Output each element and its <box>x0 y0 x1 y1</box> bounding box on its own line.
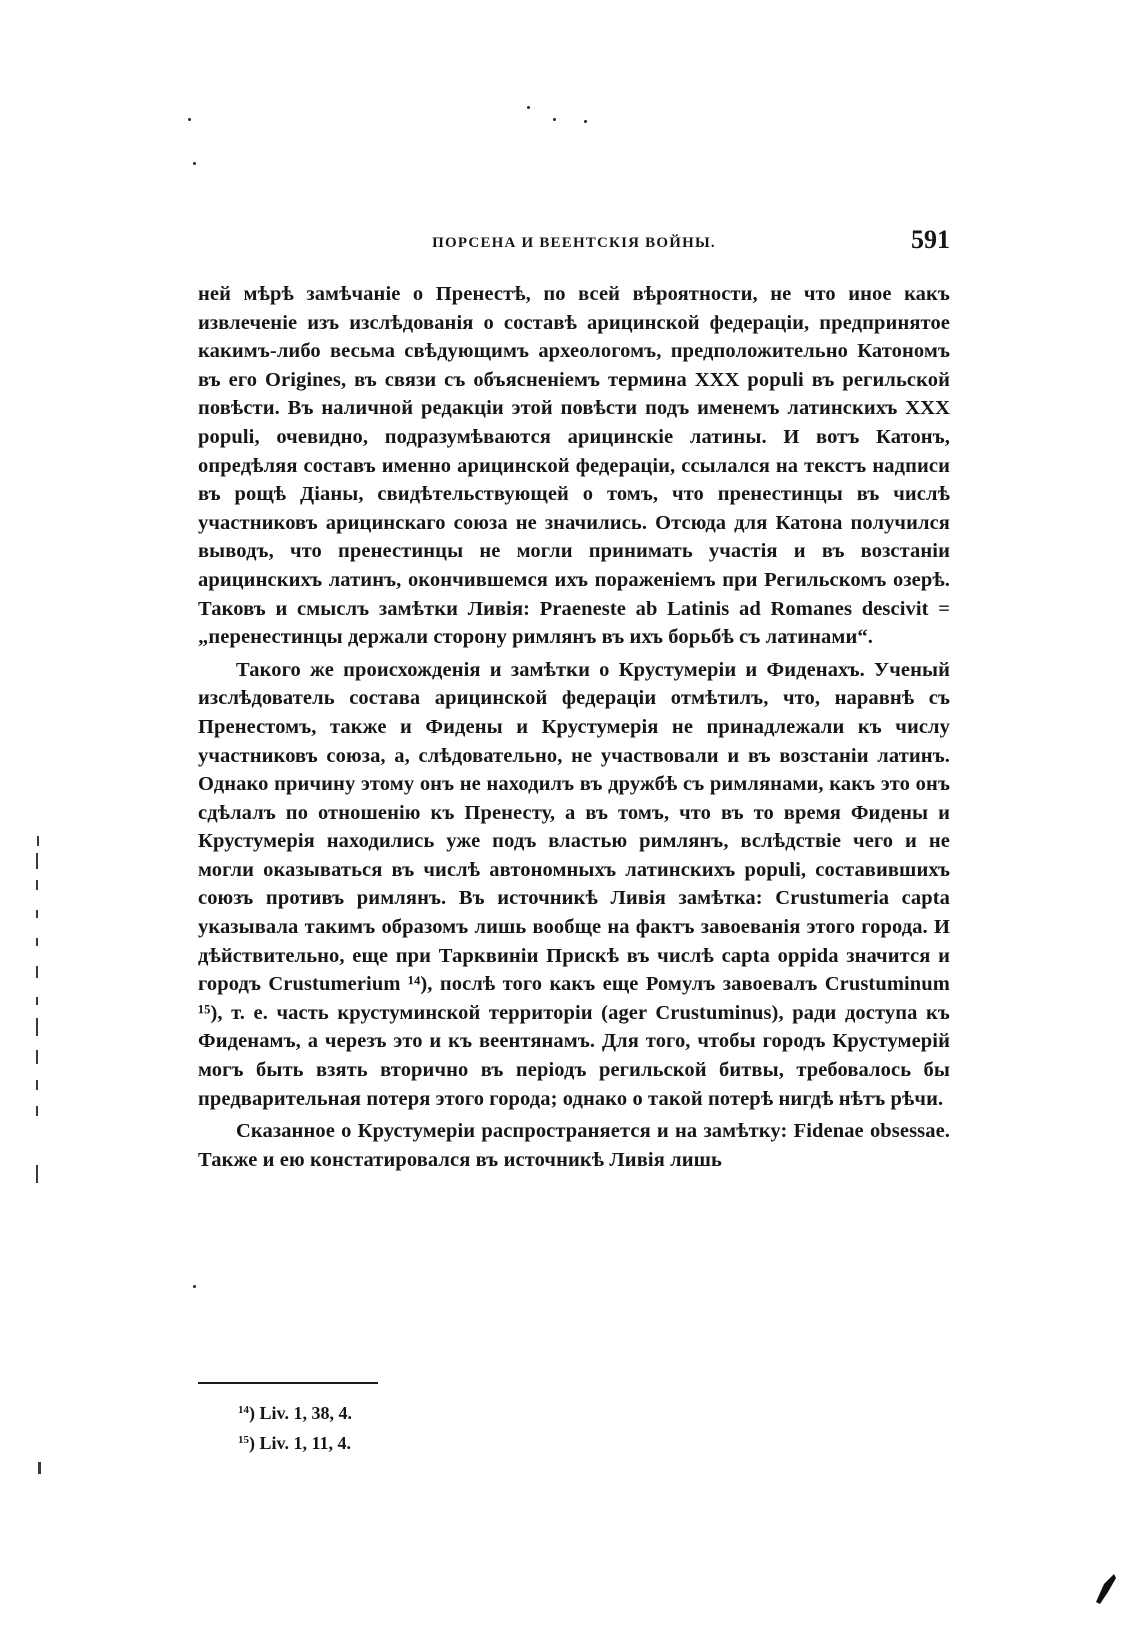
footnote-text: ) Liv. 1, 11, 4. <box>249 1433 352 1453</box>
scan-speck <box>193 1285 196 1288</box>
page-header <box>198 225 950 265</box>
running-title: ПОРСЕНА И ВЕЕНТСКІЯ ВОЙНЫ. <box>432 235 716 251</box>
footnote <box>238 1427 638 1457</box>
scan-margin-mark <box>37 836 39 846</box>
scan-margin-mark <box>36 1106 38 1116</box>
scan-speck <box>188 118 191 121</box>
scan-margin-mark <box>36 997 38 1005</box>
scan-margin-mark <box>36 880 38 890</box>
scan-margin-mark <box>36 966 38 978</box>
footnote-text: ) Liv. 1, 38, 4. <box>249 1403 353 1423</box>
footnote-mark: 15 <box>238 1434 249 1446</box>
scan-speck <box>553 118 556 121</box>
corner-ink-mark-icon <box>1094 1572 1118 1606</box>
footnote-divider <box>198 1382 378 1384</box>
paragraph: Сказанное о Крустумеріи распространяется и на замѣтку: Fidenae obsessae. Также и ею констатировался въ источникѣ Ливія лишь <box>198 1120 950 1171</box>
scan-margin-mark <box>36 1018 38 1036</box>
scan-margin-mark <box>36 1165 38 1183</box>
scan-margin-mark <box>36 910 38 918</box>
page-number: 591 <box>911 225 950 254</box>
scan-margin-mark <box>38 1462 41 1474</box>
scan-margin-mark <box>36 938 38 946</box>
scan-speck <box>584 120 587 123</box>
footnote-mark: 14 <box>238 1404 249 1416</box>
scan-margin-mark <box>36 1080 38 1090</box>
footnotes <box>238 1397 638 1457</box>
scan-margin-mark <box>36 853 38 869</box>
scan-margin-mark <box>36 1050 38 1064</box>
scan-speck <box>193 162 196 165</box>
body-text <box>198 280 950 1174</box>
paragraph: ней мѣрѣ замѣчаніе о Пренестѣ, по всей вѣроятности, не что иное какъ извлеченіе изъ изслѣдованія о составѣ арицинской федераціи, предпринятое какимъ-либо весьма свѣдующимъ археологомъ, предположительно Катономъ въ его Origines, въ связи съ объясненіемъ термина XXX populi въ регильской повѣсти. Въ наличной редакціи этой повѣсти подъ именемъ латинскихъ XXX populi, очевидно, подразумѣваются арицинскіе латины. И вотъ Катонъ, опредѣляя составъ именно арицинской федераціи, ссылался на текстъ надписи въ рощѣ Діаны, свидѣтельствующей о томъ, что пренестинцы въ числѣ участниковъ арицинскаго союза не значились. Отсюда для Катона получился выводъ, что пренестинцы не могли принимать участія и въ возстаніи арицинскихъ латинъ, окончившемся ихъ пораженіемъ при Регильскомъ озерѣ. Таковъ и смыслъ замѣтки Ливія: Praeneste ab Latinis ad Romanes descivit = „перенестинцы держали сторону римлянъ въ ихъ борьбѣ съ латинами“. <box>198 283 950 649</box>
footnote <box>238 1397 638 1427</box>
paragraph: Такого же происхожденія и замѣтки о Крустумеріи и Фиденахъ. Ученый изслѣдователь состава арицинской федераціи отмѣтилъ, что, наравнѣ съ Пренестомъ, также и Фидены и Крустумерія не принадлежали къ числу участниковъ союза, а, слѣдовательно, не участвовали и въ возстаніи латинъ. Однако причину этому онъ не находилъ въ дружбѣ съ римлянами, какъ это онъ сдѣлалъ по отношенію къ Пренесту, а въ томъ, что въ то время Фидены и Крустумерія находились уже подъ властью римлянъ, вслѣдствіе чего и не могли оказываться въ числѣ автономныхъ латинскихъ populi, составившихъ союзъ противъ римлянъ. Въ источникѣ Ливія замѣтка: Crustumeria capta указывала такимъ образомъ лишь вообще на фактъ завоеванія этого города. И дѣйствительно, еще при Тарквиніи Прискѣ въ числѣ capta oppida значится и городъ Crustumerium ¹⁴), послѣ того какъ еще Ромулъ завоевалъ Crustuminum ¹⁵), т. е. часть крустуминской территоріи (ager Crustuminus), ради доступа къ Фиденамъ, а черезъ это и къ веентянамъ. Для того, чтобы городъ Крустумерій могъ быть взять вторично въ періодъ регильской битвы, требовалось бы предварительная потеря этого города; однако о такой потерѣ нигдѣ нѣтъ рѣчи. <box>198 658 950 1110</box>
scan-speck <box>527 106 530 109</box>
